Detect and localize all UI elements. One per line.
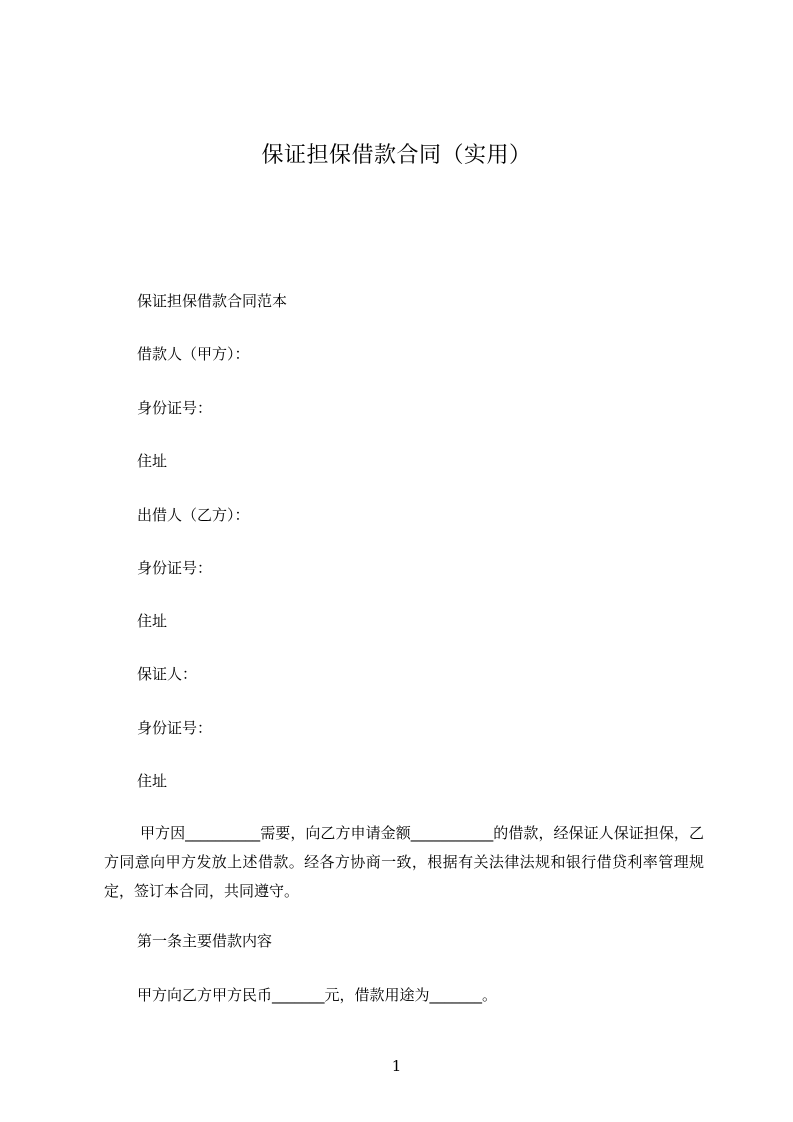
article-one-content: 甲方向乙方甲方民币_______元，借款用途为_______。 [137, 986, 498, 1004]
page-number: 1 [391, 1057, 402, 1075]
contract-subtitle: 保证担保借款合同范本 [137, 292, 288, 310]
loan-purpose-paragraph: 甲方因__________需要，向乙方申请金额___________的借款，经保证人保证担保，乙方同意向甲方发放上述借款。经各方协商一致，根据有关法律法规和银行借贷利率管理规定，签订本合同，共同遵守。 [104, 824, 704, 900]
lender-address-label: 住址 [137, 612, 168, 630]
article-one-heading: 第一条主要借款内容 [137, 932, 273, 950]
lender-id-label: 身份证号： [137, 559, 213, 577]
borrower-address-label: 住址 [137, 452, 168, 470]
borrower-id-label: 身份证号： [137, 399, 213, 417]
borrower-label: 借款人（甲方）： [137, 345, 250, 363]
guarantor-address-label: 住址 [137, 772, 168, 790]
lender-label: 出借人（乙方）： [137, 506, 250, 524]
document-title: 保证担保借款合同（实用） [261, 143, 532, 168]
guarantor-id-label: 身份证号： [137, 719, 213, 737]
guarantor-label: 保证人： [137, 665, 198, 683]
